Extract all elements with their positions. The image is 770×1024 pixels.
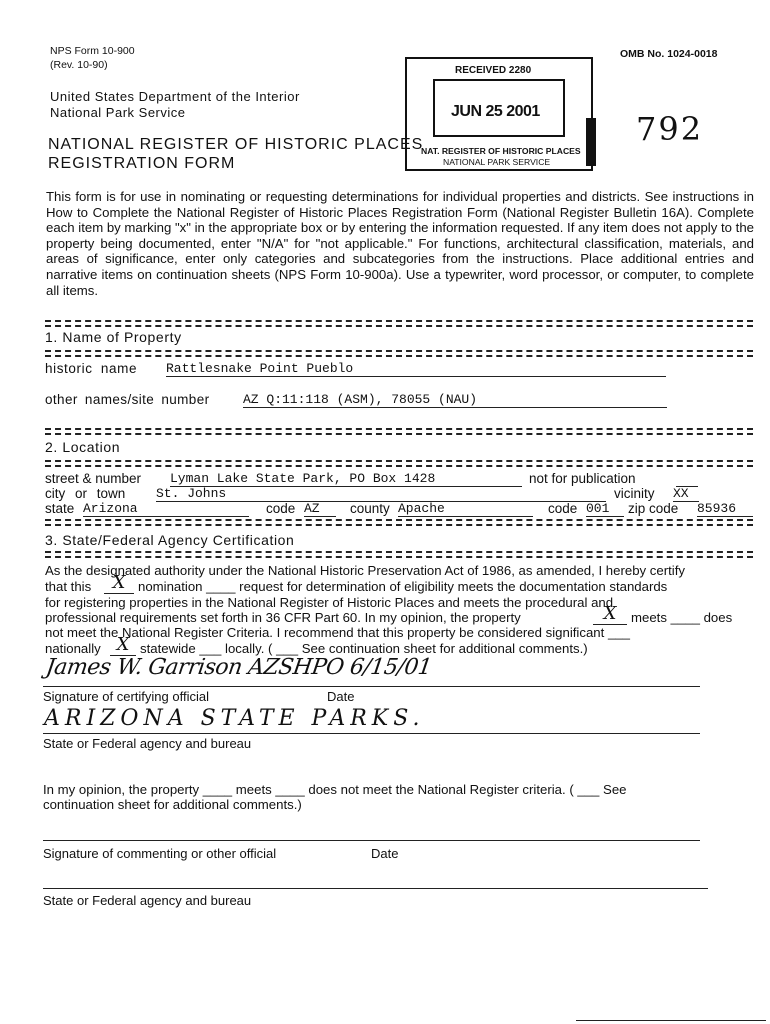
certification-nationally: nationally [45,641,101,656]
agency-label: State or Federal agency and bureau [43,736,252,751]
street-field[interactable]: Lyman Lake State Park, PO Box 1428 [170,472,522,487]
county-label: county [350,501,390,516]
section-divider [45,551,753,558]
certification-line: for registering properties in the National Register of Historic Places and meets the procedural and [45,595,614,610]
signature-label: Signature of certifying official [43,689,209,704]
other-names-label: other names/site number [45,392,210,407]
state-code-label: code [266,501,296,516]
department-name: United States Department of the Interior [50,89,300,104]
received-stamp [405,57,593,171]
stamp-edge-mark [586,118,596,166]
stamp-service: NATIONAL PARK SERVICE [443,157,551,167]
agency-line [43,733,700,734]
stamp-received: RECEIVED 2280 [455,65,532,76]
form-number: NPS Form 10-900 [50,45,135,57]
street-label: street & number [45,471,142,486]
section-3-heading: 3. State/Federal Agency Certification [45,532,295,548]
zip-code-field[interactable]: 85936 [697,502,753,517]
comment-date-label: Date [371,846,399,861]
certification-line: meets ____ does [631,610,733,625]
zip-code-label: zip code [628,501,679,516]
certification-line: As the designated authority under the National Historic Preservation Act of 1986, as amended, I hereby certify [45,563,685,578]
section-divider [45,460,753,467]
form-revision: (Rev. 10-90) [50,59,108,71]
state-code-field[interactable]: AZ [304,502,336,517]
section-2-heading: 2. Location [45,439,121,455]
county-code-field[interactable]: 001 [586,502,624,517]
instructions-text: This form is for use in nominating or requesting determinations for individual properties and districts. See instructions in How to Complete the National Register of Historic Places Registration Form (National Register Bulletin 16A). Complete each item by marking "x" in the appropriate box or by entering the information requested. If any item does not apply to the property being documented, enter "N/A" for "not applicable." For functions, architectural classification, materials, and areas of significance, enter only categories and subcategories from the instructions. Place additional entries and narrative items on continuation sheets (NPS Form 10-900a). Use a typewriter, word processor, or computer, to complete all items. [46,189,754,298]
comment-agency-line[interactable] [43,888,708,889]
historic-name-label: historic name [45,361,138,376]
county-field[interactable]: Apache [398,502,533,517]
handwritten-number: 792 [636,110,704,148]
not-for-publication-field[interactable] [676,472,698,487]
signature-date-label: Date [327,689,355,704]
opinion-line: In my opinion, the property ____ meets ____ does not meet the National Register criteria. ( ___ See [43,782,627,797]
city-label: city or town [45,486,126,501]
comment-agency-label: State or Federal agency and bureau [43,893,252,908]
city-field[interactable]: St. Johns [156,487,606,502]
signature-line [43,686,700,687]
statewide-mark[interactable]: X [110,635,136,656]
section-divider [45,350,753,357]
vicinity-label: vicinity [614,486,655,501]
not-for-publication-label: not for publication [529,471,636,486]
section-divider [45,519,753,526]
certification-line: statewide ___ locally. ( ___ See continuation sheet for additional comments.) [140,641,588,656]
county-code-label: code [548,501,578,516]
certification-line: not meet the National Register Criteria. I recommend that this property be considered significant ___ [45,625,630,640]
comment-signature-label: Signature of commenting or other official [43,846,277,861]
nomination-mark[interactable]: X [104,573,134,594]
state-label: state [45,501,75,516]
agency-handwritten: ARIZONA STATE PARKS. [44,706,425,731]
meets-mark[interactable]: X [593,604,627,625]
certifying-signature: James W. Garrison AZSHPO 6/15/01 [44,655,434,680]
section-divider [45,428,753,435]
opinion-line: continuation sheet for additional comments.) [43,797,302,812]
agency-name: National Park Service [50,105,186,120]
state-field[interactable]: Arizona [83,502,249,517]
certification-that: that this [45,579,92,594]
page-edge-line [576,1020,766,1021]
certification-line: nomination ____ request for determination of eligibility meets the documentation standards [138,579,668,594]
vicinity-field[interactable]: XX [673,487,699,502]
form-subtitle: REGISTRATION FORM [48,155,236,172]
certification-line: professional requirements set forth in 36 CFR Part 60. In my opinion, the property [45,610,521,625]
section-1-heading: 1. Name of Property [45,329,182,345]
omb-number: OMB No. 1024-0018 [620,48,718,60]
stamp-date: JUN 25 2001 [451,103,540,120]
stamp-register: NAT. REGISTER OF HISTORIC PLACES [421,146,581,156]
section-divider [45,320,753,327]
other-names-field[interactable]: AZ Q:11:118 (ASM), 78055 (NAU) [243,393,667,408]
form-title: NATIONAL REGISTER OF HISTORIC PLACES [48,136,424,153]
historic-name-field[interactable]: Rattlesnake Point Pueblo [166,362,666,377]
comment-signature-line[interactable] [43,840,700,841]
